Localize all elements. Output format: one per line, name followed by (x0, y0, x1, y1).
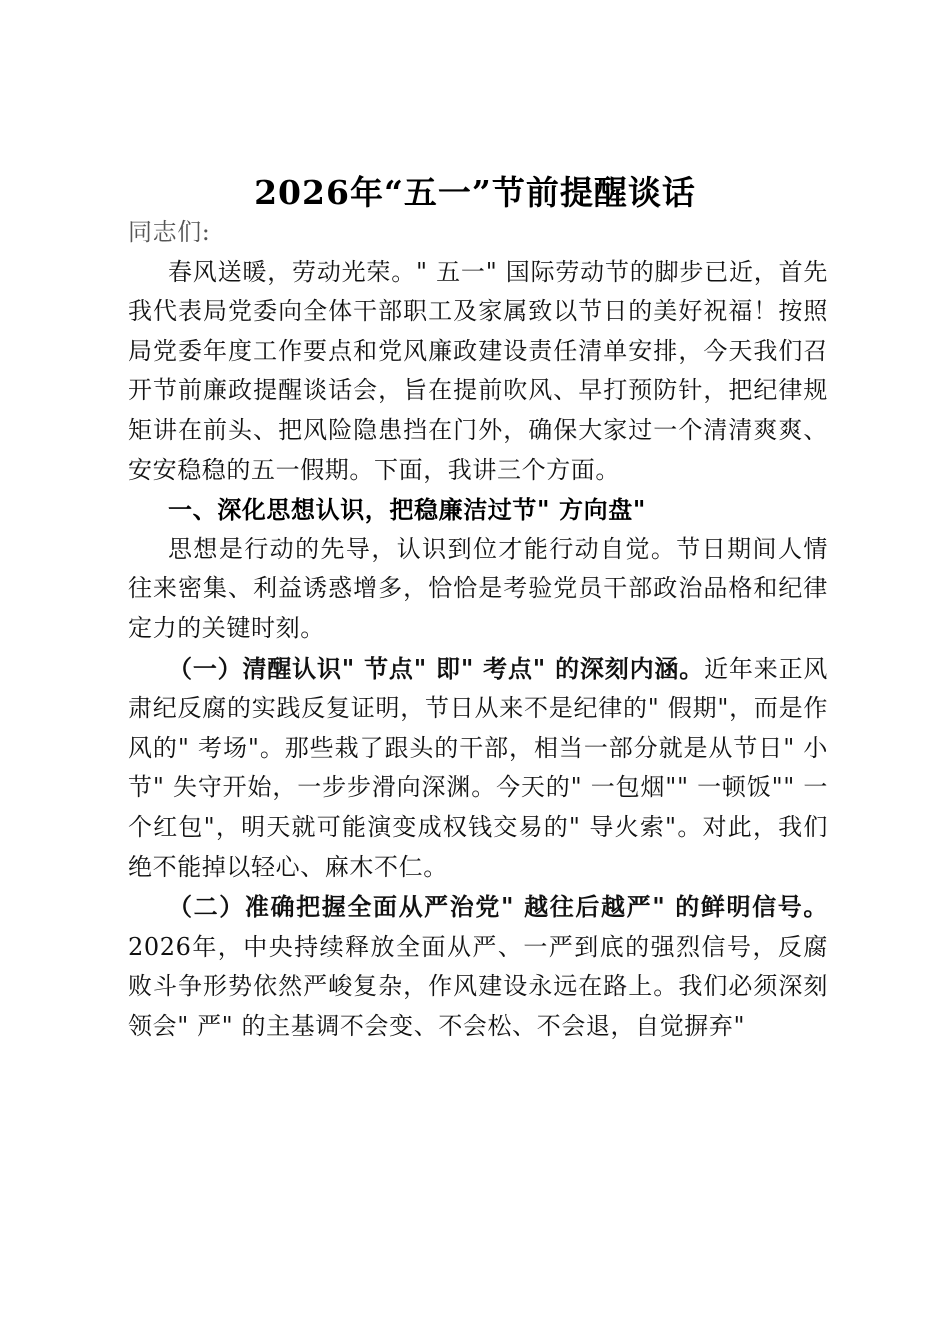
point-text-2: 2026年，中央持续释放全面从严、一严到底的强烈信号，反腐败斗争形势依然严峻复杂，作风建设永远在路上。我们必须深刻领会" 严" 的主基调不会变、不会松、不会退，自觉摒弃" (128, 932, 828, 1040)
document-body (128, 213, 828, 1046)
section-intro-paragraph: 思想是行动的先导，认识到位才能行动自觉。节日期间人情往来密集、利益诱惑增多，恰恰是考验党员干部政治品格和纪律定力的关键时刻。 (128, 534, 828, 642)
intro-paragraph: 春风送暖，劳动光荣。" 五一" 国际劳动节的脚步已近，首先我代表局党委向全体干部职工及家属致以节日的美好祝福！按照局党委年度工作要点和党风廉政建设责任清单安排，今天我们召开节前廉政提醒谈话会，旨在提前吹风、早打预防针，把纪律规矩讲在前头、把风险隐患挡在门外，确保大家过一个清清爽爽、安安稳稳的五一假期。下面，我讲三个方面。 (128, 257, 828, 484)
point-text-1: 近年来正风肃纪反腐的实践反复证明，节日从来不是纪律的" 假期"，而是作风的" 考场"。那些栽了跟头的干部，相当一部分就是从节日" 小节" 失守开始，一步步滑向深渊。今天的" 一包烟"" 一顿饭"" 一个红包"，明天就可能演变成权钱交易的" 导火索"。对此，我们绝不能掉以轻心、麻木不仁。 (128, 654, 828, 881)
salutation: 同志们: (128, 218, 211, 246)
point-lead-2: （二）准确把握全面从严治党" 越往后越严" 的鲜明信号。 (168, 892, 828, 922)
point-paragraph-1 (128, 649, 828, 888)
section-heading: 一、深化思想认识，把稳廉洁过节" 方向盘" (168, 495, 646, 525)
document-title: 2026年“五一”节前提醒谈话 (254, 173, 696, 212)
point-paragraph-2 (128, 887, 828, 1046)
point-lead-1: （一）清醒认识" 节点" 即" 考点" 的深刻内涵。 (168, 653, 705, 683)
